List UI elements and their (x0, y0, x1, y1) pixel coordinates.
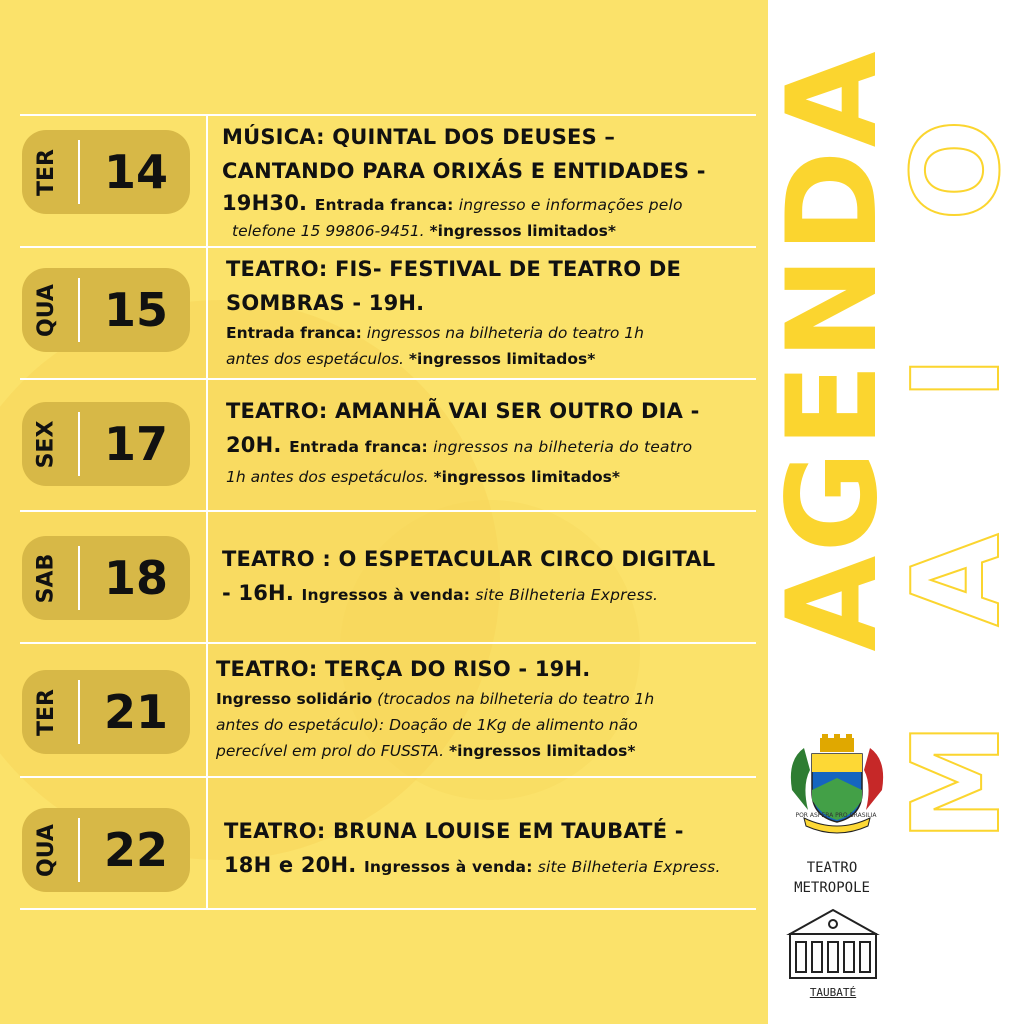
day-number: 15 (103, 283, 168, 337)
event-note: *ingressos limitados* (408, 350, 596, 368)
weekday-label: SEX (33, 420, 59, 468)
event-title: MÚSICA: QUINTAL DOS DEUSES – (222, 125, 616, 149)
event-detail: 1h antes dos espetáculos. (226, 468, 429, 486)
event-title: TEATRO: TERÇA DO RISO - 19H. (216, 657, 591, 681)
event-time: 18H e 20H. (224, 853, 357, 877)
schedule-table (20, 114, 756, 910)
event-detail: site Bilheteria Express. (475, 586, 659, 604)
venue-city: TAUBATÉ (809, 986, 857, 999)
event-detail: ingressos na bilheteria do teatro (433, 438, 693, 456)
day-number: 21 (103, 685, 168, 739)
event-price: Ingresso solidário (216, 690, 373, 708)
event-note: *ingressos limitados* (433, 468, 620, 486)
weekday-label: TER (33, 148, 59, 196)
crest-banner-text: POR ASPERA PRO BRASILIA (795, 812, 877, 819)
event-entry (222, 542, 756, 612)
weekday-label: SAB (33, 553, 59, 603)
event-detail: antes do espetáculo): Doação de 1Kg de alimento não (216, 716, 638, 734)
event-entry (224, 814, 758, 884)
event-detail: antes dos espetáculos. (226, 350, 404, 368)
day-number: 22 (103, 823, 168, 877)
venue-name-line1: TEATRO (806, 860, 858, 876)
row-divider (20, 510, 756, 512)
date-badge (22, 130, 190, 214)
crest-icon (782, 730, 892, 840)
row-divider (20, 114, 756, 116)
date-badge (22, 808, 190, 892)
event-detail: ingressos na bilheteria do teatro 1h (366, 324, 644, 342)
event-price: Ingressos à venda: (301, 586, 471, 604)
month-letter: A (888, 533, 1027, 627)
month-letter: M (888, 722, 1027, 842)
weekday-label: QUA (33, 823, 59, 877)
event-entry (226, 394, 760, 490)
agenda-heading (761, 0, 905, 700)
event-detail: site Bilheteria Express. (537, 858, 721, 876)
day-number: 18 (103, 551, 168, 605)
event-entry (222, 120, 756, 242)
venue-name (782, 858, 882, 898)
event-entry (226, 252, 760, 372)
event-note: *ingressos limitados* (448, 742, 636, 760)
row-divider (20, 378, 756, 380)
month-letter: O (888, 119, 1027, 222)
event-title: TEATRO: FIS- FESTIVAL DE TEATRO DE (226, 257, 681, 281)
event-detail: telefone 15 99806-9451. (232, 222, 425, 240)
event-entry (216, 652, 750, 764)
event-note: *ingressos limitados* (429, 222, 617, 240)
date-badge (22, 670, 190, 754)
day-number: 17 (103, 417, 168, 471)
column-divider (206, 114, 208, 910)
event-detail: perecível em prol do FUSSTA. (216, 742, 445, 760)
event-detail: ingresso e informações pelo (458, 196, 683, 214)
row-divider (20, 246, 756, 248)
weekday-label: TER (33, 688, 59, 736)
date-badge (22, 402, 190, 486)
month-heading (888, 0, 1027, 880)
date-badge (22, 268, 190, 352)
agenda-heading-text: AGENDA (761, 48, 905, 652)
row-divider (20, 642, 756, 644)
event-title: SOMBRAS - 19H. (226, 291, 425, 315)
theater-building-icon (786, 904, 880, 982)
event-title: TEATRO : O ESPETACULAR CIRCO DIGITAL (222, 547, 716, 571)
date-badge (22, 536, 190, 620)
event-title: TEATRO: AMANHÃ VAI SER OUTRO DIA - (226, 399, 700, 423)
day-number: 14 (103, 145, 168, 199)
weekday-label: QUA (33, 283, 59, 337)
row-divider (20, 908, 756, 910)
event-price: Entrada franca: (314, 196, 454, 214)
event-price: Ingressos à venda: (363, 858, 533, 876)
event-time: - 16H. (222, 581, 295, 605)
venue-name-line2: METROPOLE (794, 880, 870, 896)
row-divider (20, 776, 756, 778)
event-time: 20H. (226, 433, 282, 457)
event-price: Entrada franca: (289, 438, 428, 456)
event-title: TEATRO: BRUNA LOUISE EM TAUBATÉ - (224, 819, 684, 843)
month-letter: I (888, 355, 1027, 401)
event-price: Entrada franca: (226, 324, 362, 342)
event-title: CANTANDO PARA ORIXÁS E ENTIDADES - (222, 159, 706, 183)
event-detail: (trocados na bilheteria do teatro 1h (377, 690, 655, 708)
city-crest-logo (782, 730, 892, 840)
event-time: 19H30. (222, 191, 308, 215)
